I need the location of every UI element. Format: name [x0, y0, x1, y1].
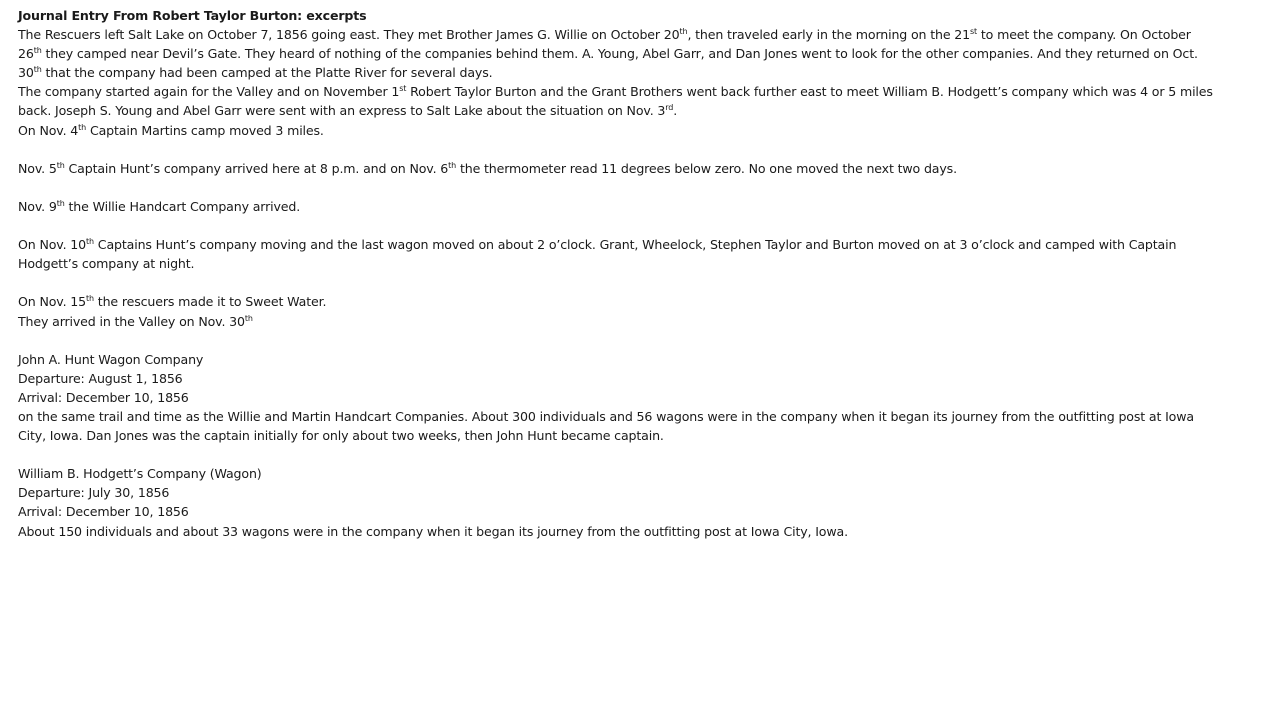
ordinal-suffix: th — [33, 65, 42, 75]
ordinal-suffix: th — [33, 46, 42, 56]
text-line — [18, 82, 1274, 101]
text-line — [18, 235, 1274, 254]
text-run: On Nov. 4 — [18, 122, 79, 138]
ordinal-suffix: th — [448, 160, 457, 170]
text-run: Captain Hunt’s company arrived here at 8 p.m. and on Nov. 6 — [64, 160, 449, 176]
ordinal-suffix: th — [56, 160, 65, 170]
text-line: Hodgett’s company at night. — [18, 256, 195, 272]
blank-line — [18, 178, 1274, 197]
text-run: , then traveled early in the morning on the 21 — [687, 27, 971, 43]
paragraph-nov-15 — [18, 292, 1274, 330]
text-run: that the company had been camped at the Platte River for several days. — [41, 65, 493, 81]
text-run: Nov. 5 — [18, 160, 57, 176]
blank-line — [18, 273, 1274, 292]
ordinal-suffix: th — [244, 313, 253, 323]
ordinal-suffix: th — [56, 198, 65, 208]
text-run: Nov. 9 — [18, 198, 57, 214]
text-run: back. Joseph S. Young and Abel Garr were sent with an express to Salt Lake about the situation on Nov. 3 — [18, 103, 666, 119]
ordinal-suffix: rd — [665, 103, 674, 113]
company-name: John A. Hunt Wagon Company — [18, 351, 204, 367]
arrival-date: Arrival: December 10, 1856 — [18, 504, 189, 520]
text-run: On Nov. 10 — [18, 237, 87, 253]
text-run: the Willie Handcart Company arrived. — [64, 198, 301, 214]
paragraph-nov-5 — [18, 159, 1274, 178]
company-description: About 150 individuals and about 33 wagons were in the company when it began its journey from the outfitting post at Iowa City, Iowa. — [18, 523, 848, 539]
company-name: William B. Hodgett’s Company (Wagon) — [18, 466, 262, 482]
company-description: on the same trail and time as the Willie and Martin Handcart Companies. About 300 individuals and 56 wagons were in the company when it began its journey from the outfitting post at Iowa — [18, 408, 1194, 424]
text-run: The Rescuers left Salt Lake on October 7, 1856 going east. They met Brother James G. Willie on October 20 — [18, 27, 680, 43]
text-run: . — [673, 103, 678, 119]
ordinal-suffix: th — [679, 27, 688, 37]
ordinal-suffix: th — [78, 122, 87, 132]
text-line — [18, 101, 1274, 120]
text-run: the thermometer read 11 degrees below zero. No one moved the next two days. — [456, 160, 957, 176]
departure-date: Departure: July 30, 1856 — [18, 485, 170, 501]
ordinal-suffix: st — [399, 84, 407, 94]
blank-line — [18, 331, 1274, 350]
paragraph-nov-9 — [18, 197, 1274, 216]
departure-date: Departure: August 1, 1856 — [18, 370, 183, 386]
paragraph-nov-4 — [18, 121, 1274, 140]
text-line — [18, 63, 1274, 82]
section-hunt-wagon-company — [18, 350, 1274, 445]
text-run: they camped near Devil’s Gate. They heard of nothing of the companies behind them. A. Young, Abel Garr, and Dan Jones went to look for the other companies. And they returned on Oct. — [41, 46, 1198, 62]
document-body — [18, 6, 1274, 541]
section-hodgett-company — [18, 464, 1274, 540]
text-line — [18, 44, 1274, 63]
text-line — [18, 25, 1274, 44]
text-run: 30 — [18, 65, 34, 81]
text-run: to meet the company. On October — [977, 27, 1191, 43]
ordinal-suffix: th — [86, 294, 94, 304]
text-run: Robert Taylor Burton and the Grant Brothers went back further east to meet William B. Hodgett’s company which was 4 or 5 miles — [406, 84, 1213, 100]
text-line — [18, 312, 1274, 331]
arrival-date: Arrival: December 10, 1856 — [18, 389, 189, 405]
text-run: Captains Hunt’s company moving and the last wagon moved on about 2 o’clock. Grant, Wheelock, Stephen Taylor and Burton moved on at 3 o’clock and camped with Captain — [93, 237, 1177, 253]
blank-line — [18, 216, 1274, 235]
paragraph-rescuers-departure — [18, 25, 1274, 82]
paragraph-nov-10 — [18, 235, 1274, 273]
text-run: The company started again for the Valley and on November 1 — [18, 84, 400, 100]
text-run: Captain Martins camp moved 3 miles. — [86, 122, 324, 138]
ordinal-suffix: th — [86, 237, 94, 247]
blank-line — [18, 445, 1274, 464]
text-run: 26 — [18, 46, 34, 62]
text-run: On Nov. 15 — [18, 294, 87, 310]
company-description: City, Iowa. Dan Jones was the captain initially for only about two weeks, then John Hunt became captain. — [18, 428, 664, 444]
text-run: the rescuers made it to Sweet Water. — [93, 294, 327, 310]
document-title: Journal Entry From Robert Taylor Burton: excerpts — [18, 8, 367, 23]
paragraph-company-started-again — [18, 82, 1274, 120]
text-line — [18, 292, 1274, 311]
ordinal-suffix: st — [970, 27, 978, 37]
blank-line — [18, 140, 1274, 159]
text-run: They arrived in the Valley on Nov. 30 — [18, 313, 245, 329]
